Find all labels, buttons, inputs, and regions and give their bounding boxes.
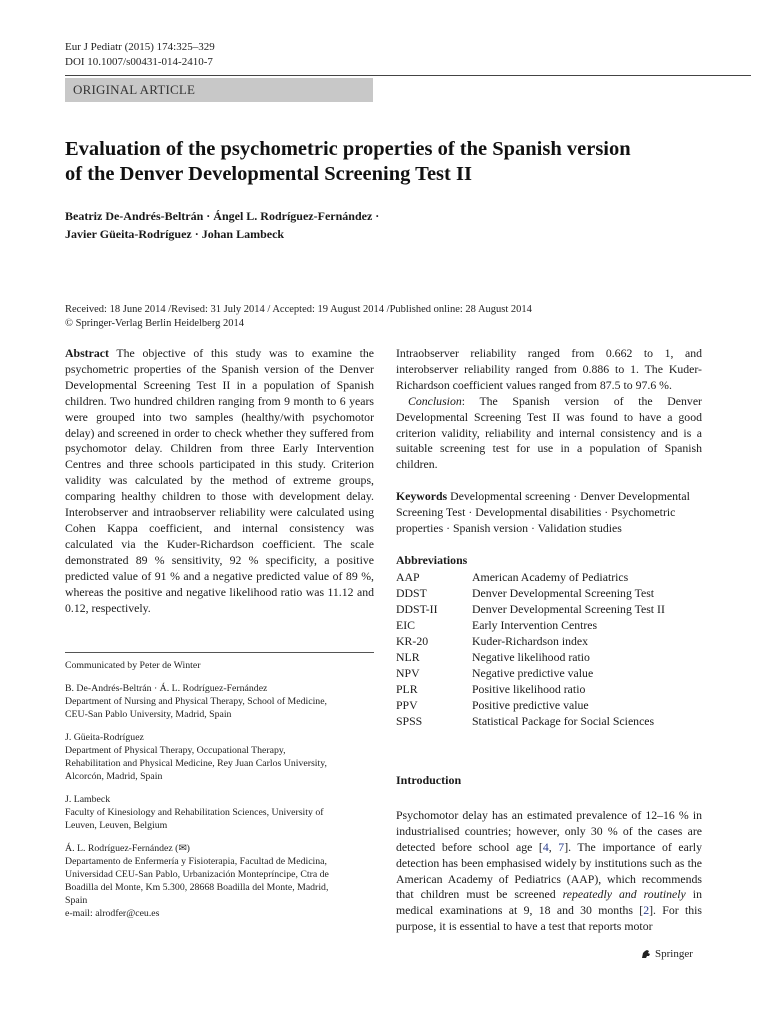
abbreviation-term: NPV bbox=[396, 665, 420, 680]
footnotes bbox=[65, 659, 374, 930]
received-dates: Received: 18 June 2014 /Revised: 31 July 2014 / Accepted: 19 August 2014 /Published online: 28 August 2014 bbox=[65, 304, 532, 315]
springer-horse-icon bbox=[640, 948, 652, 960]
affiliation-block bbox=[65, 842, 374, 920]
communicated-by: Communicated by Peter de Winter bbox=[65, 660, 201, 671]
abbreviations-section bbox=[396, 553, 702, 729]
affiliation-line: Boadilla del Monte, Km 5.300, 28668 Boadilla del Monte, Madrid, bbox=[65, 882, 329, 893]
affiliation-authors: B. De-Andrés-Beltrán · Á. L. Rodríguez-Fernández bbox=[65, 683, 268, 694]
affiliation-block bbox=[65, 793, 374, 832]
conclusion-label: Conclusion bbox=[408, 393, 462, 408]
abstract-conclusion bbox=[396, 394, 702, 474]
abbreviation-term: NLR bbox=[396, 649, 420, 664]
affiliation-line: CEU-San Pablo University, Madrid, Spain bbox=[65, 709, 232, 720]
header-rule bbox=[65, 75, 751, 76]
abbreviation-row bbox=[396, 681, 665, 697]
abbreviation-row bbox=[396, 617, 665, 633]
abbreviation-definition: Negative predictive value bbox=[472, 665, 594, 680]
abbreviation-definition: Positive likelihood ratio bbox=[472, 681, 586, 696]
abbreviation-definition: Early Intervention Centres bbox=[472, 617, 598, 632]
footnote-rule bbox=[65, 652, 374, 653]
abstract-label: Abstract bbox=[65, 346, 109, 360]
affiliation-line: Faculty of Kinesiology and Rehabilitation Sciences, University of bbox=[65, 807, 324, 818]
abbreviation-row bbox=[396, 601, 665, 617]
introduction-section bbox=[396, 773, 702, 935]
abbreviation-row bbox=[396, 665, 665, 681]
abbreviation-row bbox=[396, 633, 665, 649]
paper-title bbox=[65, 137, 725, 187]
citation-link[interactable]: 4 bbox=[542, 839, 549, 854]
affiliation-line: Alcorcón, Madrid, Spain bbox=[65, 771, 163, 782]
abbreviation-term: PLR bbox=[396, 681, 418, 696]
abstract-paragraph bbox=[65, 346, 374, 616]
keywords-label: Keywords bbox=[396, 489, 448, 504]
doi-line: DOI 10.1007/s00431-014-2410-7 bbox=[65, 56, 213, 68]
affiliation-line: Universidad CEU-San Pablo, Urbanización Montepríncipe, Ctra de bbox=[65, 869, 329, 880]
email-link[interactable]: e-mail: alrodfer@ceu.es bbox=[65, 908, 160, 919]
keywords-text: Developmental screening · Denver Developmental Screening Test · Developmental disabilities · Psychometric properties · Spanish version · Validation studies bbox=[396, 489, 690, 536]
abbreviation-definition: Negative likelihood ratio bbox=[472, 649, 590, 664]
intro-emphasis: repeatedly and routinely bbox=[562, 887, 686, 902]
affiliation-line: Rehabilitation and Physical Medicine, Rey Juan Carlos University, bbox=[65, 758, 327, 769]
affiliation-block bbox=[65, 682, 374, 721]
author-line: Javier Güeita-Rodríguez · Johan Lambeck bbox=[65, 227, 285, 241]
journal-line: Eur J Pediatr (2015) 174:325–329 bbox=[65, 41, 215, 53]
affiliation-authors: J. Lambeck bbox=[65, 794, 111, 805]
abbreviation-definition: Statistical Package for Social Sciences bbox=[472, 713, 655, 728]
publication-history bbox=[65, 303, 751, 331]
copyright-line: © Springer-Verlag Berlin Heidelberg 2014 bbox=[65, 318, 245, 329]
affiliation-line: Leuven, Leuven, Belgium bbox=[65, 820, 168, 831]
abbreviation-term: EIC bbox=[396, 617, 416, 632]
keywords-paragraph bbox=[396, 489, 702, 537]
abbreviation-row bbox=[396, 649, 665, 665]
abbreviation-term: AAP bbox=[396, 569, 420, 584]
intro-text: ]. The importance of early detection has been emphasised widely by institutions such as the American Academy of Pediatrics (AAP), which recommends that children must be screened bbox=[396, 839, 702, 902]
article-type-banner: ORIGINAL ARTICLE bbox=[65, 78, 373, 102]
left-column bbox=[65, 346, 374, 616]
abbreviation-term: SPSS bbox=[396, 713, 423, 728]
abbreviation-row bbox=[396, 697, 665, 713]
citation-link[interactable]: 7 bbox=[558, 839, 565, 854]
affiliation-block bbox=[65, 731, 374, 783]
abbreviation-term: DDST bbox=[396, 585, 427, 600]
right-column bbox=[396, 346, 702, 935]
intro-text: in medical examinations at 9, 18 and 30 months [ bbox=[396, 887, 702, 918]
journal-citation bbox=[65, 40, 215, 70]
intro-text: , bbox=[548, 839, 559, 854]
abbreviations-table bbox=[396, 569, 665, 729]
introduction-heading: Introduction bbox=[396, 772, 462, 787]
abbreviation-definition: Kuder-Richardson index bbox=[472, 633, 589, 648]
abbreviation-definition: Positive predictive value bbox=[472, 697, 589, 712]
abbreviation-row bbox=[396, 713, 665, 729]
introduction-paragraph bbox=[396, 808, 702, 935]
affiliation-line: Department of Physical Therapy, Occupational Therapy, bbox=[65, 745, 286, 756]
publisher-name: Springer bbox=[655, 948, 693, 960]
abbreviation-term: DDST-II bbox=[396, 601, 438, 616]
abbreviation-term: KR-20 bbox=[396, 633, 429, 648]
publisher-logo bbox=[640, 948, 693, 960]
abstract-continued: Intraobserver reliability ranged from 0.662 to 1, and interobserver reliability ranged from 0.886 to 1. The Kuder-Richardson coefficient values ranged from 87.5 to 97.6 %. bbox=[396, 346, 702, 392]
abbreviation-definition: Denver Developmental Screening Test bbox=[472, 585, 655, 600]
title-line: Evaluation of the psychometric properties of the Spanish version bbox=[65, 138, 631, 160]
title-line: of the Denver Developmental Screening Test II bbox=[65, 163, 472, 185]
intro-text: Psychomotor delay has an estimated prevalence of 12–16 % in industrialised countries; however, only 30 % of the cases are detected before school age [ bbox=[396, 807, 702, 854]
intro-text: ]. For this purpose, it is essential to have a test that reports motor bbox=[396, 903, 702, 934]
abbreviations-label: Abbreviations bbox=[396, 552, 468, 567]
affiliation-line: Department of Nursing and Physical Therapy, School of Medicine, bbox=[65, 696, 328, 707]
abbreviation-row bbox=[396, 569, 665, 585]
conclusion-text: : The Spanish version of the Denver Developmental Screening Test II was found to have a good criterion validity, reliability and internal consistency and is a suitable screening test for use in a population of Spanish children. bbox=[396, 393, 702, 472]
abbreviation-definition: Denver Developmental Screening Test II bbox=[472, 601, 665, 616]
abbreviation-row bbox=[396, 585, 665, 601]
citation-link[interactable]: 2 bbox=[643, 903, 650, 918]
abbreviation-term: PPV bbox=[396, 697, 418, 712]
abstract-text: The objective of this study was to examine the psychometric properties of the Spanish version of the Denver Developmental Screening Test II in a population of Spanish children. Two hundred children ranging from 9 month to 6 years were grouped into two samples (healthy/with psychomotor delay) and screened in order to check whether they suffered from psychomotor delay. Children from three Early Intervention Centres and three schools participated in this study. Criterion validity was calculated by the method of extreme groups, comparing healthy children to those with development delay. Interobserver and intraobserver reliability were calculated using Cohen Kappa coefficient, and internal consistency was calculated via the Kuder-Richardson coefficient. The scale demonstrated 89 % sensitivity, 92 % specificity, a positive predicted value of 91 % and a negative predicted value of 89 %, whereas the positive and negative likelihood ratio was 11.12 and 0.12, respectively. bbox=[65, 346, 374, 615]
affiliation-line: Departamento de Enfermería y Fisioterapia, Facultad de Medicina, bbox=[65, 856, 327, 867]
affiliation-authors: J. Güeita-Rodríguez bbox=[65, 732, 144, 743]
author-list bbox=[65, 207, 725, 243]
abbreviation-definition: American Academy of Pediatrics bbox=[472, 569, 629, 584]
corresponding-author: Á. L. Rodríguez-Fernández (✉) bbox=[65, 843, 190, 854]
affiliation-line: Spain bbox=[65, 895, 88, 906]
author-line: Beatriz De-Andrés-Beltrán · Ángel L. Rodríguez-Fernández · bbox=[65, 209, 380, 223]
